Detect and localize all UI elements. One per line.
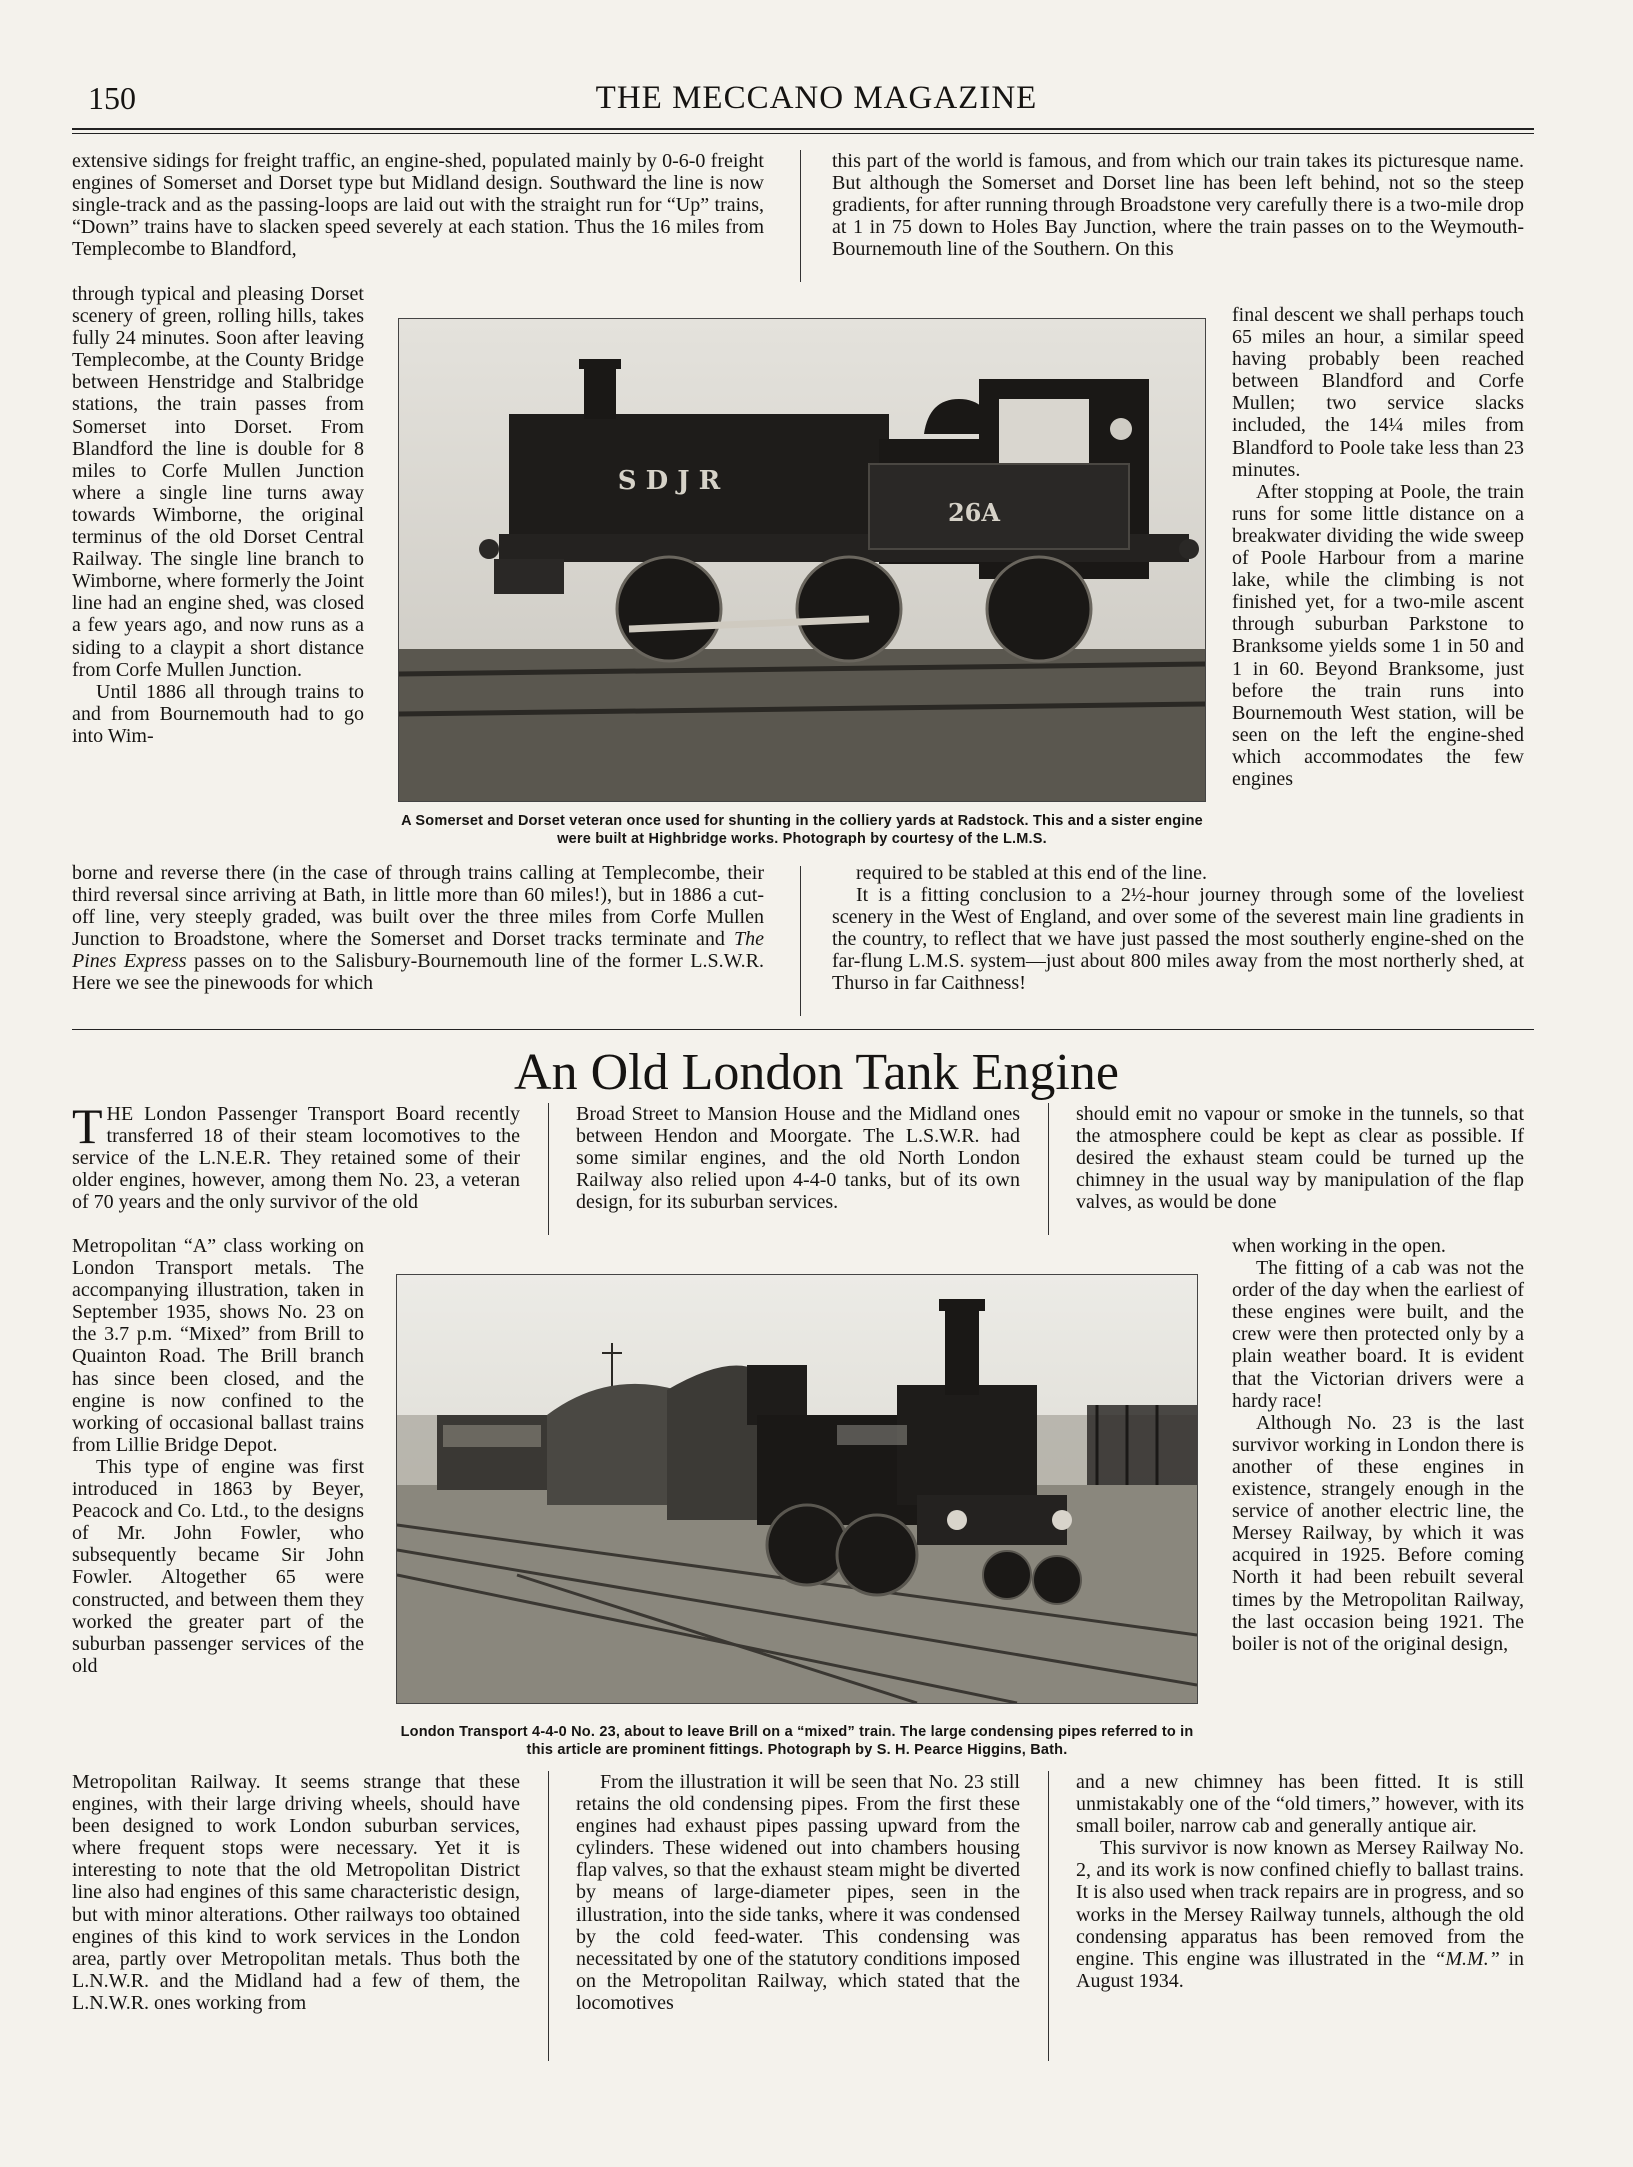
sdjr-photo-caption: A Somerset and Dorset veteran once used for shunting in the colliery yards at Radstock. This and a sister engine were built at Highbridge works. Photograph by courtesy of the L.M.S. (401, 813, 1203, 847)
tank-lettering: S D J R (617, 466, 721, 496)
metropolitan-engine-photo (396, 1274, 1198, 1704)
article2-col2-top: Broad Street to Mansion House and the Midland ones between Hendon and Moorgate. The L.S.W.R. had some similar engines, and the old North London Railway also relied upon 4-4-0 tanks, but of its own design, for its suburban services. (576, 1103, 1020, 1214)
header-rule-thin (72, 133, 1534, 134)
col-rule-b-top (1048, 1103, 1049, 1235)
article1-left-narrow: through typical and pleasing Dorset scenery of green, rolling hills, takes fully 24 minutes. Soon after leaving Templecombe, at the County Bridge between Henstridge and Stalbridge stations, the train passes from Somerset into Dorset. From Blandford the line is double for 8 miles to Corfe Mullen Junction where a single line turns away towards Wimborne, the original terminus of the old Dorset Central Railway. The single line branch to Wimborne, where formerly the Joint line had an engine shed, was closed a few years ago, and now runs as a siding to a claypit a short distance from Corfe Mullen Junction. Until 1886 all through trains to and from Bournemouth had to go into Wim- (72, 283, 364, 747)
article2-col3-top: should emit no vapour or smoke in the tunnels, so that the atmosphere could be kept as clear as possible. If desired the exhaust steam could be turned up the chimney in the usual way by manipulation of the flap valves, as would be done (1076, 1103, 1524, 1214)
metropolitan-engine-illustration (397, 1275, 1197, 1703)
article1-top-right: this part of the world is famous, and from which our train takes its picturesque name. But although the Somerset and Dorset line has been left behind, not so the steep gradients, for after running through Broadstone very carefully there is a two-mile drop at 1 in 75 down to Holes Bay Junction, where the train passes on to the Weymouth-Bournemouth line of the Southern. On this (832, 150, 1524, 261)
article1-bottom-left: borne and reverse there (in the case of through trains calling at Templecombe, their third reversal since arriving at Bath, in little more than 60 miles!), but in 1886 a cut-off line, very steeply graded, was built over the three miles from Corfe Mullen Junction to Broadstone, where the Somerset and Dorset tracks terminate and The Pines Express passes on to the Salisbury-Bournemouth line of the former L.S.W.R. Here we see the pinewoods for which (72, 862, 764, 995)
metropolitan-photo-caption: London Transport 4-4-0 No. 23, about to leave Brill on a “mixed” train. The large condensing pipes referred to in this article are prominent fittings. Photograph by S. H. Pearce Higgins, Bath. (400, 1724, 1194, 1758)
masthead: THE MECCANO MAGAZINE (595, 80, 1038, 116)
cab-number: 26A (947, 498, 1001, 527)
article2-col1-top: THE London Passenger Transport Board recently transferred 18 of their steam locomotives to the service of the L.N.E.R. They retained some of their older engines, however, among them No. 23, a veteran of 70 years and the only survivor of the old (72, 1098, 520, 1214)
article2-col1-narrow: Metropolitan “A” class working on London Transport metals. The accompanying illustration, taken in September 1935, shows No. 23 on the 3.7 p.m. “Mixed” from Brill to Quainton Road. The Brill branch has since been closed, and the engine is now confined to the working of occasional ballast trains from Lillie Bridge Depot. This type of engine was first introduced in 1863 by Beyer, Peacock and Co. Ltd., to the designs of Mr. John Fowler, who subsequently became Sir John Fowler. Altogether 65 were constructed, and between them they worked the greater part of the suburban passenger services of the old (72, 1235, 364, 1677)
pines-express-title: The Pines Express (72, 928, 764, 973)
article1-top-left: extensive sidings for freight traffic, an engine-shed, populated mainly by 0-6-0 freight engines of Somerset and Dorset type but Midland design. Southward the line is now single-track and as the passing-loops are laid out with the straight run for “Up” trains, “Down” trains have to slacken speed severely at each station. Thus the 16 miles from Templecombe to Blandford, (72, 150, 764, 261)
col-rule-a-bottom (548, 1771, 549, 2061)
article2-headline: An Old London Tank Engine (514, 1044, 1119, 1101)
dropcap: T (72, 1098, 103, 1154)
article2-col1-bottom: Metropolitan Railway. It seems strange that these engines, with their large driving wheels, should have been designed to work London suburban services, where frequent stops were necessary. Yet it is interesting to note that the old Metropolitan District line also had engines of this same characteristic design, but with minor alterations. Other railways too obtained engines of this kind to work services in the London area, partly over Metropolitan metals. Thus both the L.N.W.R. and the Midland had a few of them, the L.N.W.R. ones working from (72, 1771, 520, 2014)
mm-reference: “M.M.” (1434, 1947, 1500, 1970)
article2-col3-narrow: when working in the open. The fitting of a cab was not the order of the day when the earliest of these engines were built, and the crew were then protected only by a plain weather board. It is evident that the Victorian drivers were a hardy race! Although No. 23 is the last survivor working in London there is another of these engines in existence, strangely enough in the service of another electric line, the Mersey Railway, by which it was acquired in 1925. Before coming North it had been rebuilt several times by the Metropolitan Railway, the last occasion being 1921. The boiler is not of the original design, (1232, 1235, 1524, 1655)
sdjr-engine-photo (398, 318, 1206, 802)
col-rule-b-bottom (1048, 1771, 1049, 2061)
article-separator (72, 1029, 1534, 1030)
page-number: 150 (88, 80, 136, 116)
sdjr-engine-illustration (399, 319, 1205, 801)
article1-bottom-right: required to be stabled at this end of the line. It is a fitting conclusion to a 2½-hour journey through some of the loveliest scenery in the West of England, and over some of the severest main line gradients in the country, to reflect that we have just passed the most southerly engine-shed on the far-flung L.M.S. system—just about 800 miles away from the most northerly shed, at Thurso in far Caithness! (832, 862, 1524, 995)
header-rule (72, 128, 1534, 130)
col-rule-a-top (548, 1103, 549, 1235)
column-rule-bottom (800, 866, 801, 1016)
article2-col2-bottom: From the illustration it will be seen that No. 23 still retains the old condensing pipes. From the first these engines had exhaust pipes passing upward from the cylinders. These widened out into chambers housing flap valves, so that the exhaust steam might be diverted by means of large-diameter pipes, seen in the illustration, into the side tanks, where it was condensed by the cold feed-water. This condensing was necessitated by one of the statutory conditions imposed on the Metropolitan Railway, which stated that the locomotives (576, 1771, 1020, 2014)
column-rule-top (800, 150, 801, 282)
article2-col3-bottom: and a new chimney has been fitted. It is still unmistakably one of the “old timers,” however, with its small boiler, narrow cab and generally antique air. This survivor is now known as Mersey Railway No. 2, and its work is now confined chiefly to ballast trains. It is also used when track repairs are in progress, and so works in the Mersey Railway tunnels, although the old condensing apparatus has been removed from the engine. This engine was illustrated in the “M.M.” in August 1934. (1076, 1771, 1525, 1992)
article1-right-narrow: final descent we shall perhaps touch 65 miles an hour, a similar speed having probably been reached between Blandford and Corfe Mullen; two service slacks included, the 14¼ miles from Blandford to Poole take less than 23 minutes. After stopping at Poole, the train runs for some little distance on a breakwater dividing the wide sweep of Poole Harbour from a marine lake, while the climbing is not finished yet, for a two-mile ascent through suburban Parkstone to Branksome yields some 1 in 50 and 1 in 60. Beyond Branksome, just before the train runs into Bournemouth West station, will be seen on the left the engine-shed which accommodates the few engines (1232, 304, 1524, 790)
